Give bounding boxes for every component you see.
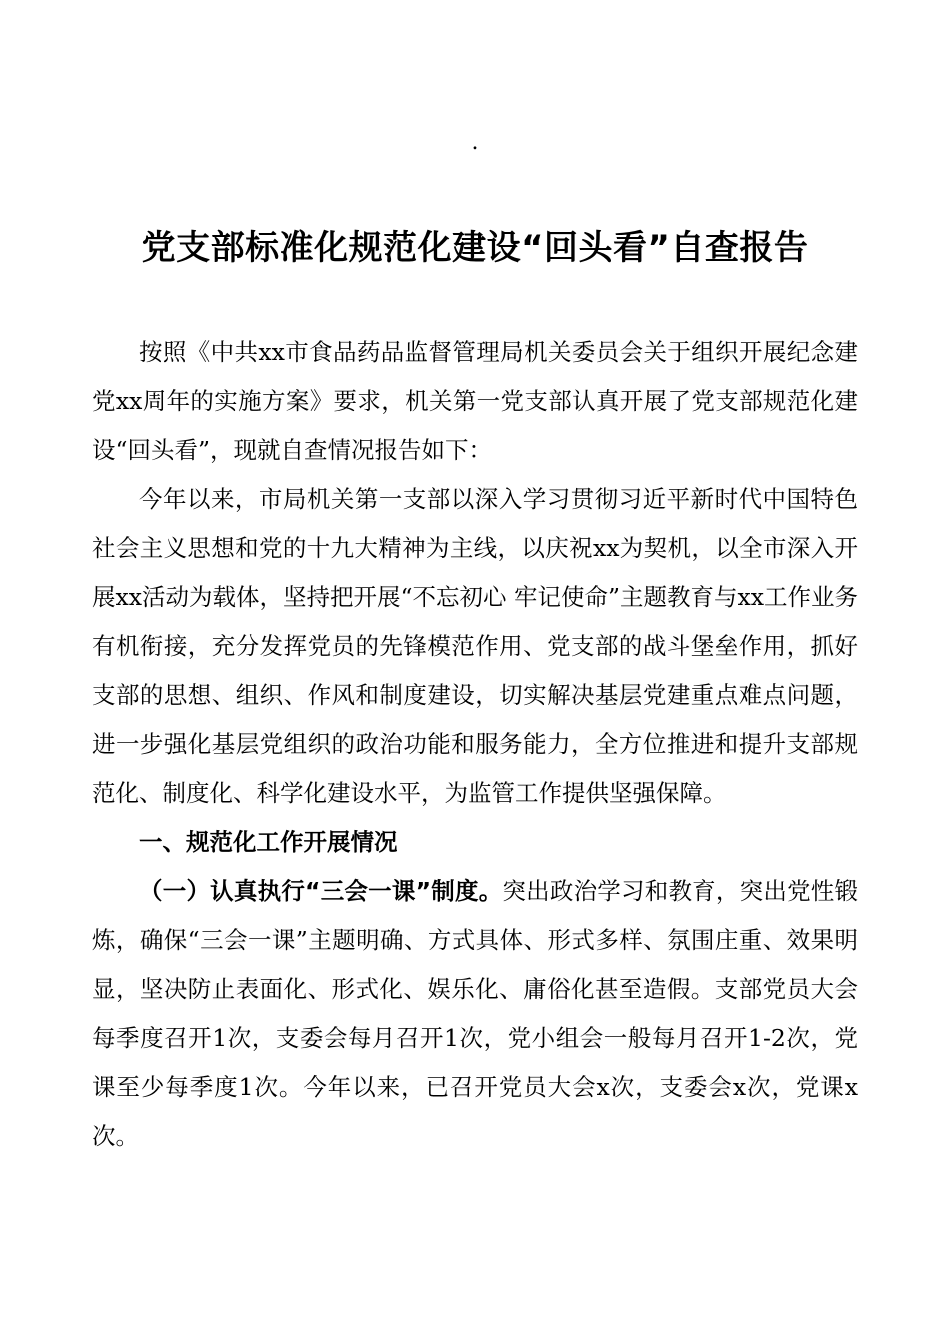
section-item-body: 突出政治学习和教育，突出党性锻炼，确保“三会一课”主题明确、方式具体、形式多样、氛围庄重、效果明显，坚决防止表面化、形式化、娱乐化、庸俗化甚至造假。支部党员大会每季度召开1次，支委会每月召开1次，党小组会一般每月召开1-2次，党课至少每季度1次。今年以来，已召开党员大会x次，支委会x次，党课x次。 (92, 877, 859, 1150)
header-mark: . (471, 130, 479, 155)
section-item-lead: （一）认真执行“三会一课”制度。 (139, 877, 503, 905)
intro-paragraph: 按照《中共xx市食品药品监督管理局机关委员会关于组织开展纪念建党xx周年的实施方案》要求，机关第一党支部认真开展了党支部规范化建设“回头看”，现就自查情况报告如下： (92, 338, 858, 464)
document-title: 党支部标准化规范化建设“回头看”自查报告 (141, 228, 809, 268)
document-body (92, 328, 858, 1161)
section-heading: 一、规范化工作开展情况 (139, 828, 398, 856)
overview-paragraph: 今年以来，市局机关第一支部以深入学习贯彻习近平新时代中国特色社会主义思想和党的十九大精神为主线，以庆祝xx为契机，以全市深入开展xx活动为载体，坚持把开展“不忘初心 牢记使命”主题教育与xx工作业务有机衔接，充分发挥党员的先锋模范作用、党支部的战斗堡垒作用，抓好支部的思想、组织、作风和制度建设，切实解决基层党建重点难点问题，进一步强化基层党组织的政治功能和服务能力，全方位推进和提升支部规范化、制度化、科学化建设水平，为监管工作提供坚强保障。 (92, 485, 859, 807)
section-item-paragraph (92, 867, 858, 1161)
